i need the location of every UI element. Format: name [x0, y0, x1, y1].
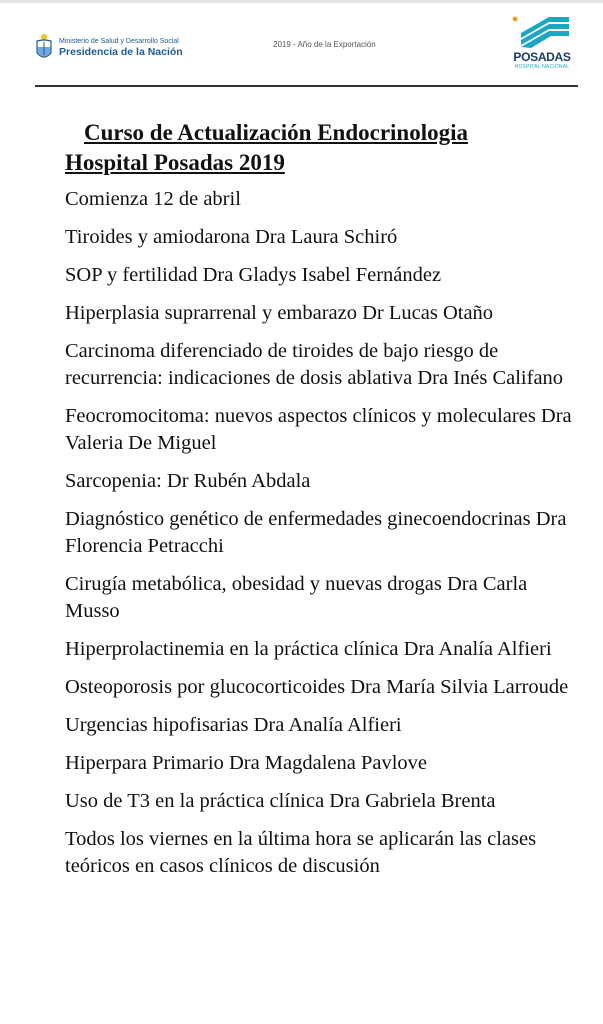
year-motto: 2019 - Año de la Exportación [273, 40, 376, 49]
paragraph-start-date: Comienza 12 de abril [65, 188, 241, 210]
hospital-logo [511, 13, 573, 73]
topic-item: Uso de T3 en la práctica clínica Dra Gabriela Brenta [65, 790, 496, 812]
topic-item: SOP y fertilidad Dra Gladys Isabel Fernández [65, 264, 442, 286]
course-title-line-2: Hospital Posadas 2019 [65, 150, 285, 175]
document-body [65, 118, 585, 891]
presidency-name: Presidencia de la Nación [59, 46, 183, 58]
course-title-line-1: Curso de Actualización Endocrinologia [84, 120, 468, 145]
ministry-name: Ministerio de Salud y Desarrollo Social [59, 38, 179, 45]
topic-item: Sarcopenia: Dr Rubén Abdala [65, 470, 311, 492]
hospital-posadas-logo-icon [511, 13, 573, 51]
topic-item: Hiperprolactinemia en la práctica clínica Dra Analía Alfieri [65, 638, 552, 660]
header-divider [35, 85, 578, 87]
topic-item: Hiperpara Primario Dra Magdalena Pavlove [65, 752, 428, 774]
topic-item: Osteoporosis por glucocorticoides Dra María Silvia Larroude [65, 676, 569, 698]
topic-item: Feocromocitoma: nuevos aspectos clínicos y moleculares Dra Valeria De Miguel [65, 405, 572, 454]
course-title [65, 118, 585, 178]
closing-note: Todos los viernes en la última hora se aplicarán las clases teóricos en casos clínicos de discusión [65, 828, 537, 877]
topic-item: Urgencias hipofisarias Dra Analía Alfieri [65, 714, 402, 736]
hospital-name: POSADAS [513, 50, 571, 64]
topic-item: Cirugía metabólica, obesidad y nuevas drogas Dra Carla Musso [65, 573, 528, 622]
topic-item: Carcinoma diferenciado de tiroides de bajo riesgo de recurrencia: indicaciones de dosis ablativa Dra Inés Califano [65, 340, 564, 389]
topic-item: Tiroides y amiodarona Dra Laura Schiró [65, 226, 398, 248]
letterhead [0, 3, 603, 87]
ministry-logo [34, 31, 183, 65]
hospital-subtitle: HOSPITAL NACIONAL [514, 64, 570, 70]
argentina-coat-of-arms-icon [34, 33, 54, 63]
topic-item: Hiperplasia suprarrenal y embarazo Dr Lucas Otaño [65, 302, 494, 324]
topic-item: Diagnóstico genético de enfermedades ginecoendocrinas Dra Florencia Petracchi [65, 508, 567, 557]
